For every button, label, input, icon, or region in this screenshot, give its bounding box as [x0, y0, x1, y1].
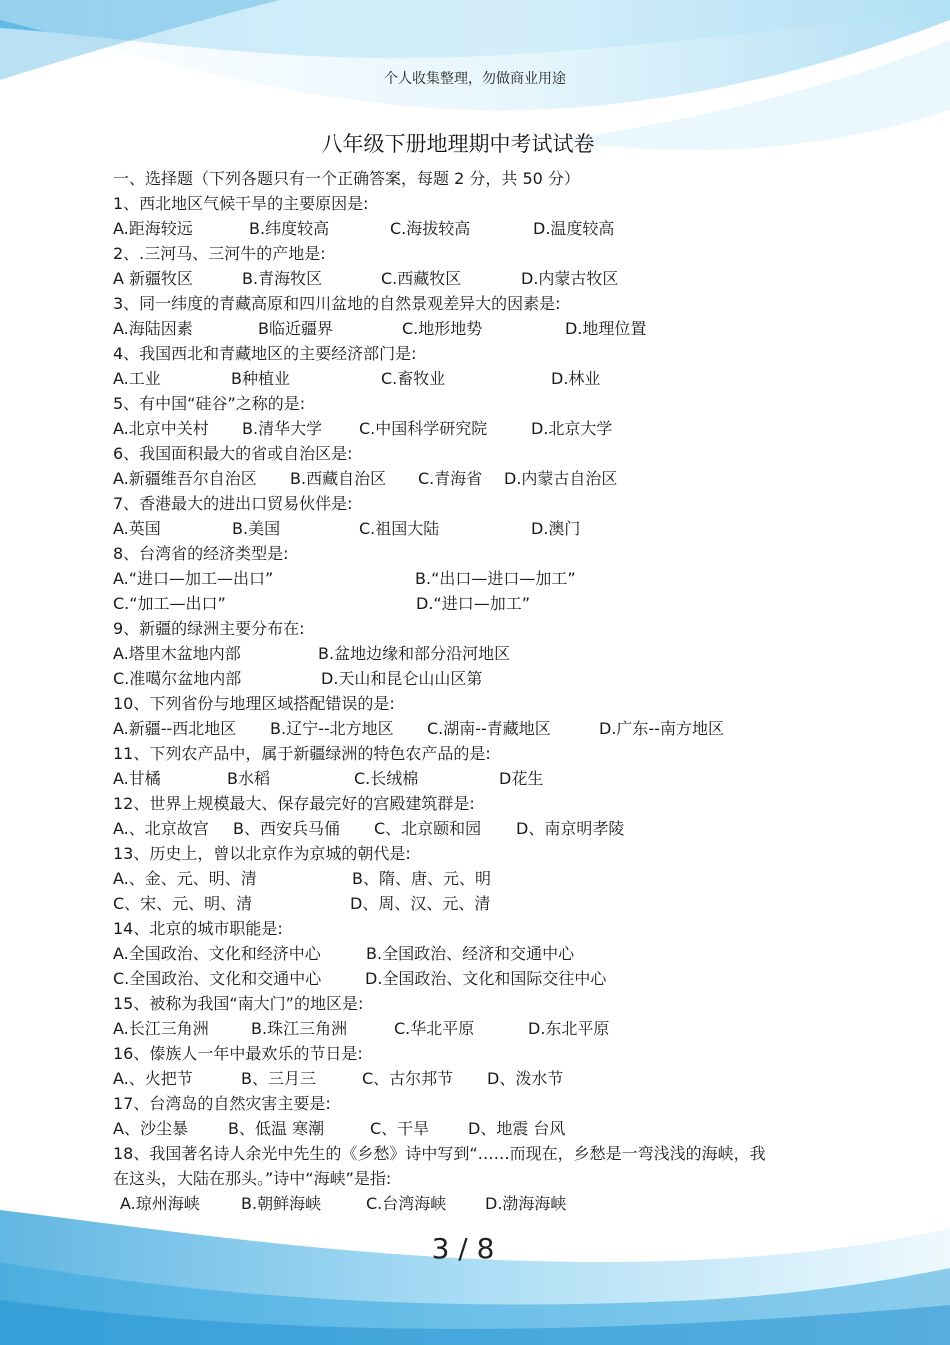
question-18 [113, 1141, 853, 1166]
question-text: 8、台湾省的经济类型是: [113, 544, 289, 563]
question-text: 5、有中国“硅谷”之称的是: [113, 394, 306, 413]
option-d: D.天山和昆仑山山区第 [321, 669, 483, 688]
question-text: 16、傣族人一年中最欢乐的节日是: [113, 1044, 363, 1063]
options-row [113, 1016, 853, 1041]
option-a: A.甘橘 [113, 769, 161, 788]
question-17 [113, 1091, 853, 1116]
option-c: C.地形地势 [402, 319, 483, 338]
question-text: 7、香港最大的进出口贸易伙伴是: [113, 494, 353, 513]
question-4 [113, 341, 853, 366]
option-d: D、南京明孝陵 [516, 819, 625, 838]
option-d: D.东北平原 [528, 1019, 610, 1038]
option-d: D、周、汉、元、清 [350, 894, 491, 913]
option-c: C、北京颐和园 [374, 819, 482, 838]
option-b: B、三月三 [241, 1069, 316, 1088]
option-d: D.澳门 [531, 519, 581, 538]
option-c: C.青海省 [418, 469, 483, 488]
question-16 [113, 1041, 853, 1066]
option-c: C.中国科学研究院 [359, 419, 488, 438]
question-2 [113, 241, 853, 266]
option-b: B.辽宁--北方地区 [270, 719, 394, 738]
option-c: C.华北平原 [394, 1019, 475, 1038]
question-6 [113, 441, 853, 466]
options-row [113, 591, 853, 616]
option-c: C、古尔邦节 [362, 1069, 454, 1088]
option-b: B、隋、唐、元、明 [352, 869, 491, 888]
option-d: D、地震 台风 [468, 1119, 566, 1138]
question-text-line-1: 18、我国著名诗人余光中先生的《乡愁》诗中写到“……而现在，乡愁是一弯浅浅的海峡，我 [113, 1144, 766, 1163]
question-text: 10、下列省份与地理区域搭配错误的是: [113, 694, 395, 713]
section-heading [113, 166, 853, 191]
option-c: C.“加工—出口” [113, 594, 226, 613]
option-a: A.工业 [113, 369, 161, 388]
options-row [113, 866, 853, 891]
option-c: C.祖国大陆 [359, 519, 440, 538]
option-d: D.地理位置 [565, 319, 647, 338]
question-text: 2、.三河马、三河牛的产地是: [113, 244, 326, 263]
option-b: B水稻 [227, 769, 270, 788]
option-b: B、低温 寒潮 [228, 1119, 325, 1138]
question-text: 3、同一纬度的青藏高原和四川盆地的自然景观差异大的因素是: [113, 294, 561, 313]
option-d: D花生 [499, 769, 544, 788]
options-row [113, 766, 853, 791]
options-row [113, 1116, 853, 1141]
option-b: B.纬度较高 [249, 219, 330, 238]
question-14 [113, 916, 853, 941]
option-a: A 新疆牧区 [113, 269, 194, 288]
option-d: D.广东--南方地区 [599, 719, 724, 738]
question-text: 11、下列农产品中，属于新疆绿洲的特色农产品的是: [113, 744, 491, 763]
options-row [113, 566, 853, 591]
option-b: B.西藏自治区 [290, 469, 387, 488]
options-row [113, 1066, 853, 1091]
question-text: 6、我国面积最大的省或自治区是: [113, 444, 353, 463]
question-13 [113, 841, 853, 866]
option-b: B.全国政治、经济和交通中心 [366, 944, 575, 963]
option-d: D、泼水节 [487, 1069, 564, 1088]
option-a: A.距海较远 [113, 219, 193, 238]
option-b: B、西安兵马俑 [233, 819, 340, 838]
option-d: D.内蒙古牧区 [521, 269, 619, 288]
option-d: D.温度较高 [533, 219, 615, 238]
options-row [113, 366, 853, 391]
options-row [113, 666, 853, 691]
option-c: C.长绒棉 [354, 769, 419, 788]
question-15 [113, 991, 853, 1016]
option-a: A.北京中关村 [113, 419, 209, 438]
question-text: 9、新疆的绿洲主要分布在: [113, 619, 305, 638]
option-a: A.、金、元、明、清 [113, 869, 257, 888]
option-c: C.畜牧业 [381, 369, 446, 388]
question-11 [113, 741, 853, 766]
option-a: A.英国 [113, 519, 161, 538]
options-row [113, 216, 853, 241]
question-7 [113, 491, 853, 516]
question-3 [113, 291, 853, 316]
option-b: B.“出口—进口—加工” [415, 569, 576, 588]
option-d: D.北京大学 [531, 419, 613, 438]
option-b: B.珠江三角洲 [251, 1019, 348, 1038]
section-heading-text: 一、选择题（下列各题只有一个正确答案，每题 2 分，共 50 分） [113, 169, 580, 188]
options-row [113, 941, 853, 966]
option-b: B.青海牧区 [242, 269, 323, 288]
option-a: A.新疆维吾尔自治区 [113, 469, 257, 488]
option-a: A.、北京故宫 [113, 819, 209, 838]
option-b: B.美国 [232, 519, 281, 538]
option-b: B.清华大学 [242, 419, 323, 438]
options-row [113, 466, 853, 491]
option-c: C.西藏牧区 [381, 269, 462, 288]
option-c: C.海拔较高 [390, 219, 471, 238]
options-row [113, 316, 853, 341]
page-title: 八年级下册地理期中考试试卷 [321, 132, 595, 156]
question-18-continued [113, 1166, 853, 1191]
option-a: A.“进口—加工—出口” [113, 569, 274, 588]
question-text: 14、北京的城市职能是: [113, 919, 283, 938]
options-row [113, 641, 853, 666]
question-12 [113, 791, 853, 816]
question-1 [113, 191, 853, 216]
options-row [113, 891, 853, 916]
option-a: A.、火把节 [113, 1069, 193, 1088]
option-c: C、干旱 [370, 1119, 430, 1138]
options-row [113, 266, 853, 291]
option-d: D.渤海海峡 [485, 1194, 567, 1213]
question-text: 15、被称为我国“南大门”的地区是: [113, 994, 364, 1013]
header-note: 个人收集整理，勿做商业用途 [384, 71, 566, 87]
option-a: A.海陆因素 [113, 319, 193, 338]
option-b: B.盆地边缘和部分沿河地区 [318, 644, 511, 663]
option-a: A、沙尘暴 [113, 1119, 188, 1138]
question-text: 1、西北地区气候干旱的主要原因是: [113, 194, 369, 213]
question-text: 4、我国西北和青藏地区的主要经济部门是: [113, 344, 417, 363]
options-row [113, 516, 853, 541]
options-row [113, 416, 853, 441]
option-c: C.湖南--青藏地区 [427, 719, 551, 738]
option-a: A.长江三角洲 [113, 1019, 209, 1038]
option-b: B.朝鲜海峡 [241, 1194, 322, 1213]
option-d: D.“进口—加工” [416, 594, 530, 613]
options-row [113, 1191, 853, 1216]
question-text: 13、历史上，曾以北京作为京城的朝代是: [113, 844, 411, 863]
question-8 [113, 541, 853, 566]
option-c: C.台湾海峡 [366, 1194, 447, 1213]
option-a: A.琼州海峡 [120, 1194, 200, 1213]
option-a: A.全国政治、文化和经济中心 [113, 944, 321, 963]
option-c: C.准噶尔盆地内部 [113, 669, 242, 688]
option-c: C、宋、元、明、清 [113, 894, 253, 913]
option-b: B临近疆界 [258, 319, 333, 338]
option-c: C.全国政治、文化和交通中心 [113, 969, 322, 988]
option-a: A.塔里木盆地内部 [113, 644, 241, 663]
option-d: D.全国政治、文化和国际交往中心 [365, 969, 607, 988]
question-5 [113, 391, 853, 416]
option-a: A.新疆--西北地区 [113, 719, 237, 738]
option-d: D.内蒙古自治区 [504, 469, 618, 488]
option-d: D.林业 [551, 369, 601, 388]
question-text-line-2: 在这头，大陆在那头。”诗中“海峡”是指: [113, 1169, 392, 1188]
exam-content [113, 166, 853, 1216]
options-row [113, 966, 853, 991]
question-text: 17、台湾岛的自然灾害主要是: [113, 1094, 331, 1113]
options-row [113, 816, 853, 841]
question-text: 12、世界上规模最大、保存最完好的宫殿建筑群是: [113, 794, 475, 813]
option-b: B种植业 [231, 369, 290, 388]
question-9 [113, 616, 853, 641]
page-number: 3 / 8 [431, 1232, 495, 1265]
options-row [113, 716, 853, 741]
question-10 [113, 691, 853, 716]
